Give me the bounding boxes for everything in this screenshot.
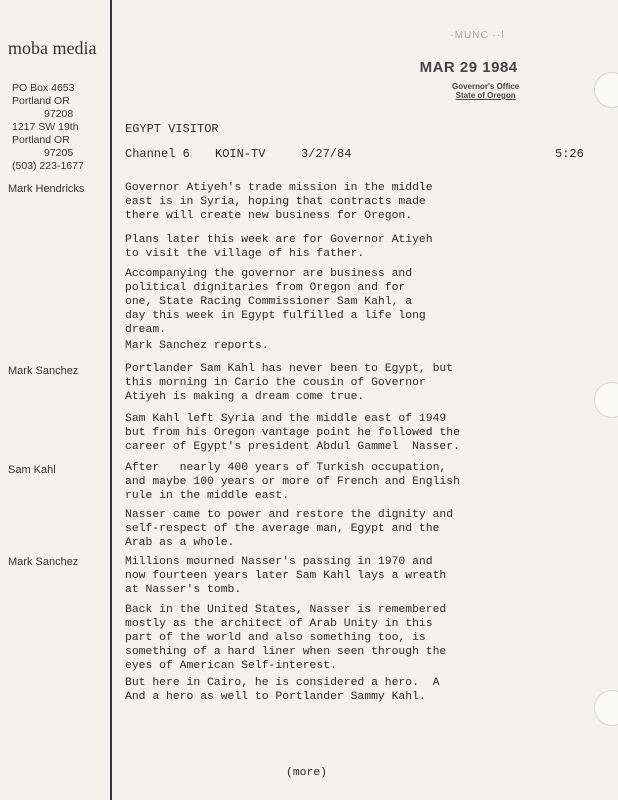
story-title: EGYPT VISITOR: [125, 122, 219, 136]
address-line: 97205: [44, 147, 74, 159]
speaker-label: Mark Sanchez: [8, 556, 79, 568]
stamp-state: State of Oregon: [455, 91, 516, 100]
speaker-label: Mark Sanchez: [8, 365, 79, 377]
address-line: Portland OR: [12, 95, 70, 107]
address-line: 97208: [44, 108, 74, 120]
station: KOIN-TV: [215, 147, 266, 161]
story-meta: [125, 147, 584, 161]
stamp-faded-text: ·MUNC ··I: [450, 30, 505, 41]
duration: 5:26: [555, 147, 584, 161]
address-line: (503) 223-1677: [12, 160, 84, 172]
address-line: 1217 SW 19th: [12, 121, 79, 133]
received-stamp: [418, 30, 519, 100]
transcript-paragraph: Millions mourned Nasser's passing in 1970 and now fourteen years later Sam Kahl lays a wreath at Nasser's tomb.: [125, 556, 447, 596]
speaker-label: Sam Kahl: [8, 464, 56, 476]
company-address: [12, 82, 84, 173]
channel: Channel 6: [125, 147, 190, 161]
air-date: 3/27/84: [301, 147, 352, 161]
transcript-paragraph: Portlander Sam Kahl has never been to Egypt, but this morning in Cario the cousin of Governor Atiyeh is making a dream come true.: [125, 363, 454, 403]
punch-hole: [594, 690, 618, 726]
transcript-paragraph: Back in the United States, Nasser is remembered mostly as the architect of Arab Unity in this part of the world and also something too, is something of a hard liner when seen through the eyes of American Self-interest.: [125, 604, 447, 672]
address-line: Portland OR: [12, 134, 70, 146]
transcript-paragraph: Mark Sanchez reports.: [125, 340, 269, 352]
transcript-paragraph: Sam Kahl left Syria and the middle east of 1949 but from his Oregon vantage point he followed the career of Egypt's president Abdul Gammel Nasser.: [125, 413, 460, 453]
stamp-date: MAR 29 1984: [419, 59, 518, 76]
transcript-paragraph: Accompanying the governor are business and political dignitaries from Oregon and for one, State Racing Commissioner Sam Kahl, a day this week in Egypt fulfilled a life long dream.: [125, 268, 426, 336]
transcript-paragraph: Governor Atiyeh's trade mission in the middle east is in Syria, hoping that contracts made there will create new business for Oregon.: [125, 182, 433, 222]
speaker-label: Mark Hendricks: [8, 183, 85, 195]
stamp-office: Governor's Office: [452, 82, 520, 91]
margin-rule: [110, 0, 112, 800]
transcript-paragraph: Nasser came to power and restore the dignity and self-respect of the average man, Egypt and the Arab as a whole.: [125, 509, 454, 549]
company-name: moba media: [8, 38, 97, 58]
punch-hole: [594, 72, 618, 108]
continued-marker: (more): [286, 767, 328, 779]
transcript-paragraph: But here in Cairo, he is considered a hero. A And a hero as well to Portlander Sammy Kahl.: [125, 677, 440, 703]
transcript-paragraph: Plans later this week are for Governor Atiyeh to visit the village of his father.: [125, 234, 433, 260]
transcript-paragraph: After nearly 400 years of Turkish occupation, and maybe 100 years or more of French and English rule in the middle east.: [125, 462, 460, 502]
address-line: PO Box 4653: [12, 82, 75, 94]
punch-hole: [594, 382, 618, 418]
